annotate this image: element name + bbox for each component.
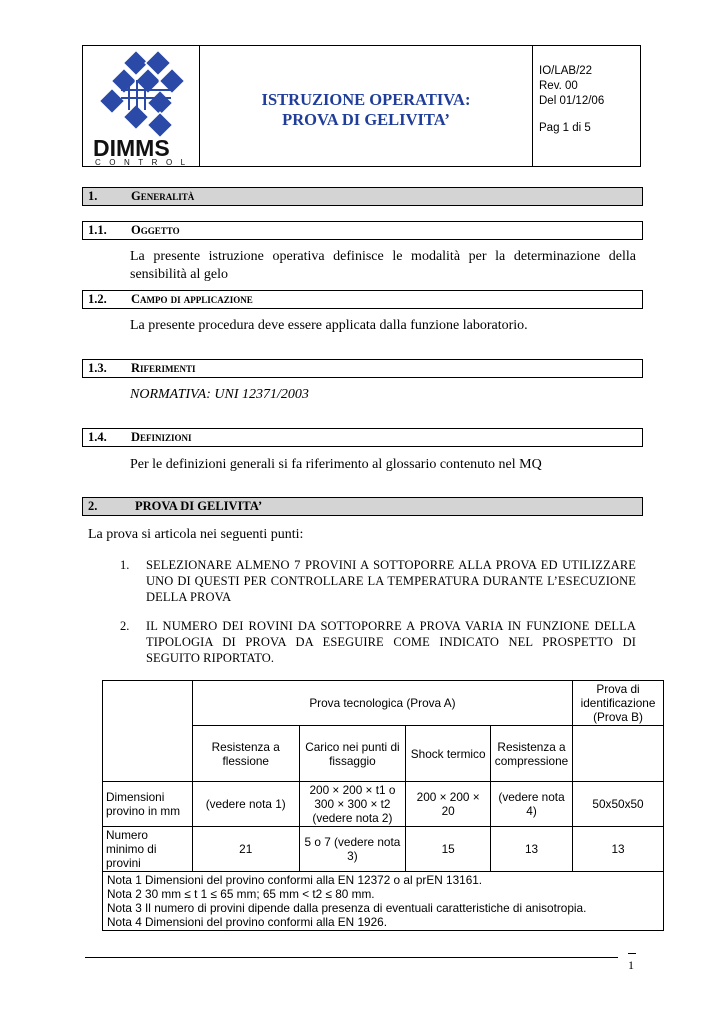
section-2-bar: [82, 497, 643, 516]
section-number: 1.2.: [88, 292, 107, 306]
table-note: Nota 1 Dimensioni del provino conformi alla EN 12372 o al prEN 13161.: [107, 873, 483, 887]
table-col-header: Resistenza a compressione: [491, 726, 573, 782]
document-header: [82, 45, 641, 167]
section-1-3-bar: [82, 359, 643, 378]
table-cell: 15: [406, 827, 491, 872]
table-row: [103, 827, 664, 872]
table-cell: 21: [192, 827, 299, 872]
table-cell: 200 × 200 × t1 o 300 × 300 × t2 (vedere nota 2): [299, 782, 406, 827]
section-title: PROVA DI GELIVITA’: [135, 499, 263, 513]
section-title: Generalità: [131, 189, 195, 203]
list-item: SELEZIONARE ALMENO 7 PROVINI A SOTTOPORRE ALLA PROVA ED UTILIZZARE UNO DI QUESTI PER CONTROLLARE LA TEMPERATURA DURANTE L’ESECUZIONE DELLA PROVA: [146, 558, 636, 604]
specimen-table: [102, 680, 664, 931]
section-1-4-bar: [82, 428, 643, 447]
section-1-3-text: NORMATIVA: UNI 12371/2003: [130, 387, 309, 402]
doc-date: Del 01/12/06: [539, 95, 605, 107]
table-cell: (vedere nota 4): [491, 782, 573, 827]
section-title: Campo di applicazione: [131, 292, 253, 306]
table-row: [103, 782, 664, 827]
title-line-2: PROVA DI GELIVITA’: [282, 110, 450, 129]
table-corner-cell: [103, 681, 193, 782]
table-note: Nota 2 30 mm ≤ t 1 ≤ 65 mm; 65 mm < t2 ≤ 80 mm.: [107, 887, 375, 901]
table-row-label: Dimensioni provino in mm: [103, 782, 193, 827]
title-line-1: ISTRUZIONE OPERATIVA:: [261, 90, 471, 109]
section-title: Definizioni: [131, 430, 192, 444]
section-1-1-text: La presente istruzione operativa definisce le modalità per la determinazione della sensibilità al gelo: [130, 249, 636, 282]
table-notes-row: [103, 872, 664, 931]
section-1-2-text: La presente procedura deve essere applicata dalla funzione laboratorio.: [130, 318, 528, 333]
table-group-a-header: Prova tecnologica (Prova A): [192, 681, 572, 726]
company-logo: [91, 50, 197, 166]
section-title: Oggetto: [131, 223, 180, 237]
table-cell: 13: [491, 827, 573, 872]
section-number: 1.4.: [88, 430, 107, 444]
section-number: 2.: [88, 499, 98, 513]
table-col-header: Shock termico: [406, 726, 491, 782]
table-cell: 13: [573, 827, 664, 872]
table-cell: 50x50x50: [573, 782, 664, 827]
section-1-4-text: Per le definizioni generali si fa riferimento al glossario contenuto nel MQ: [130, 457, 542, 472]
page-number-mark: [628, 953, 636, 954]
table-group-b-header: Prova di identificazione (Prova B): [573, 681, 664, 726]
table-row-label: Numero minimo di provini: [103, 827, 193, 872]
document-meta: [539, 64, 604, 136]
list-item-number: 1.: [120, 558, 130, 572]
table-col-header-empty: [573, 726, 664, 782]
section-1-2-bar: [82, 290, 643, 309]
table-cell: (vedere nota 1): [192, 782, 299, 827]
table-note: Nota 4 Dimensioni del provino conformi alla EN 1926.: [107, 915, 387, 929]
logo-wordmark: DIMMS: [93, 135, 170, 161]
table-col-header: Resistenza a flessione: [192, 726, 299, 782]
table-cell: 5 o 7 (vedere nota 3): [299, 827, 406, 872]
list-item: IL NUMERO DEI ROVINI DA SOTTOPORRE A PROVA VARIA IN FUNZIONE DELLA TIPOLOGIA DI PROVA DA ESEGUIRE COME INDICATO NEL PROSPETTO DI SEGUITO RIPORTATO.: [146, 619, 636, 665]
logo-subtext: CONTROL: [95, 158, 194, 167]
doc-revision: Rev. 00: [539, 80, 578, 92]
table-col-header: Carico nei punti di fissaggio: [299, 726, 406, 782]
section-number: 1.1.: [88, 223, 107, 237]
document-title: [201, 90, 531, 130]
section-number: 1.3.: [88, 361, 107, 375]
section-1-bar: [82, 187, 643, 206]
section-1-1-bar: [82, 221, 643, 240]
header-divider: [199, 46, 200, 166]
header-divider: [532, 46, 533, 166]
page-number: 1: [628, 958, 634, 972]
section-number: 1.: [88, 189, 98, 203]
footer-rule: [85, 957, 618, 958]
doc-code: IO/LAB/22: [539, 65, 593, 77]
section-2-intro: La prova si articola nei seguenti punti:: [88, 527, 304, 542]
table-cell: 200 × 200 × 20: [406, 782, 491, 827]
section-title: Riferimenti: [131, 361, 196, 375]
list-item-number: 2.: [120, 619, 130, 633]
table-notes: [103, 872, 664, 931]
table-note: Nota 3 Il numero di provini dipende dalla presenza di eventuali caratteristiche di anisotropia.: [107, 901, 587, 915]
doc-page: Pag 1 di 5: [539, 122, 591, 134]
